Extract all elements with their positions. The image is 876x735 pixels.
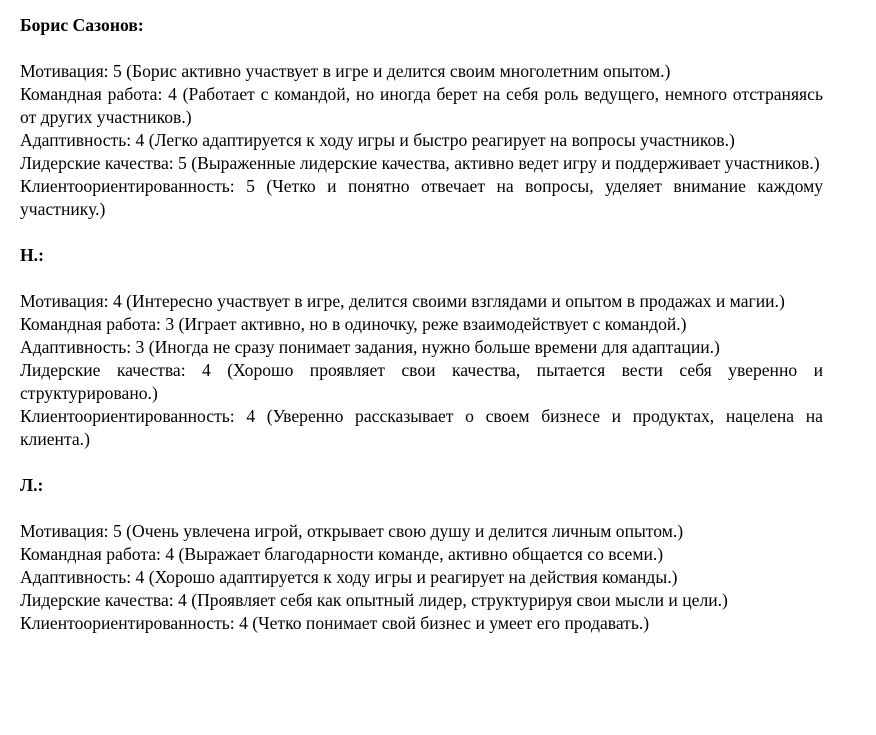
entry-adaptability: Адаптивность: 4 (Хорошо адаптируется к ходу игры и реагирует на действия команды.)	[20, 567, 678, 587]
section-title: Борис Сазонов:	[20, 15, 144, 35]
section-title: Л.:	[20, 475, 44, 495]
entry-motivation: Мотивация: 4 (Интересно участвует в игре, делится своими взглядами и опытом в продажах и магии.)	[20, 291, 785, 311]
section-boris	[20, 14, 823, 221]
section-n	[20, 244, 823, 451]
blank-line	[20, 451, 823, 474]
entry-teamwork: Командная работа: 4 (Выражает благодарности команде, активно общается со всеми.)	[20, 544, 664, 564]
entry-client-orientation: Клиентоориентированность: 4 (Уверенно рассказывает о своем бизнесе и продуктах, нацелена на клиента.)	[20, 406, 823, 449]
blank-line	[20, 267, 823, 290]
blank-line	[20, 497, 823, 520]
blank-line	[20, 37, 823, 60]
blank-line	[20, 221, 823, 244]
entry-client-orientation: Клиентоориентированность: 4 (Четко понимает свой бизнес и умеет его продавать.)	[20, 613, 650, 633]
entry-teamwork: Командная работа: 3 (Играет активно, но в одиночку, реже взаимодействует с командой.)	[20, 314, 687, 334]
entry-teamwork: Командная работа: 4 (Работает с командой, но иногда берет на себя роль ведущего, немного отстраняясь от других участников.)	[20, 84, 823, 127]
entry-leadership: Лидерские качества: 4 (Хорошо проявляет свои качества, пытается вести себя уверенно и структурировано.)	[20, 360, 823, 403]
entry-adaptability: Адаптивность: 3 (Иногда не сразу понимает задания, нужно больше времени для адаптации.)	[20, 337, 720, 357]
section-title: Н.:	[20, 245, 44, 265]
entry-motivation: Мотивация: 5 (Борис активно участвует в игре и делится своим многолетним опытом.)	[20, 61, 671, 81]
entry-leadership: Лидерские качества: 4 (Проявляет себя как опытный лидер, структурируя свои мысли и цели.)	[20, 590, 728, 610]
section-l	[20, 474, 823, 635]
entry-motivation: Мотивация: 5 (Очень увлечена игрой, открывает свою душу и делится личным опытом.)	[20, 521, 684, 541]
entry-client-orientation: Клиентоориентированность: 5 (Четко и понятно отвечает на вопросы, уделяет внимание каждому участнику.)	[20, 176, 823, 219]
entry-adaptability: Адаптивность: 4 (Легко адаптируется к ходу игры и быстро реагирует на вопросы участников.)	[20, 130, 735, 150]
entry-leadership: Лидерские качества: 5 (Выраженные лидерские качества, активно ведет игру и поддерживает участников.)	[20, 153, 820, 173]
document-body	[20, 14, 823, 635]
